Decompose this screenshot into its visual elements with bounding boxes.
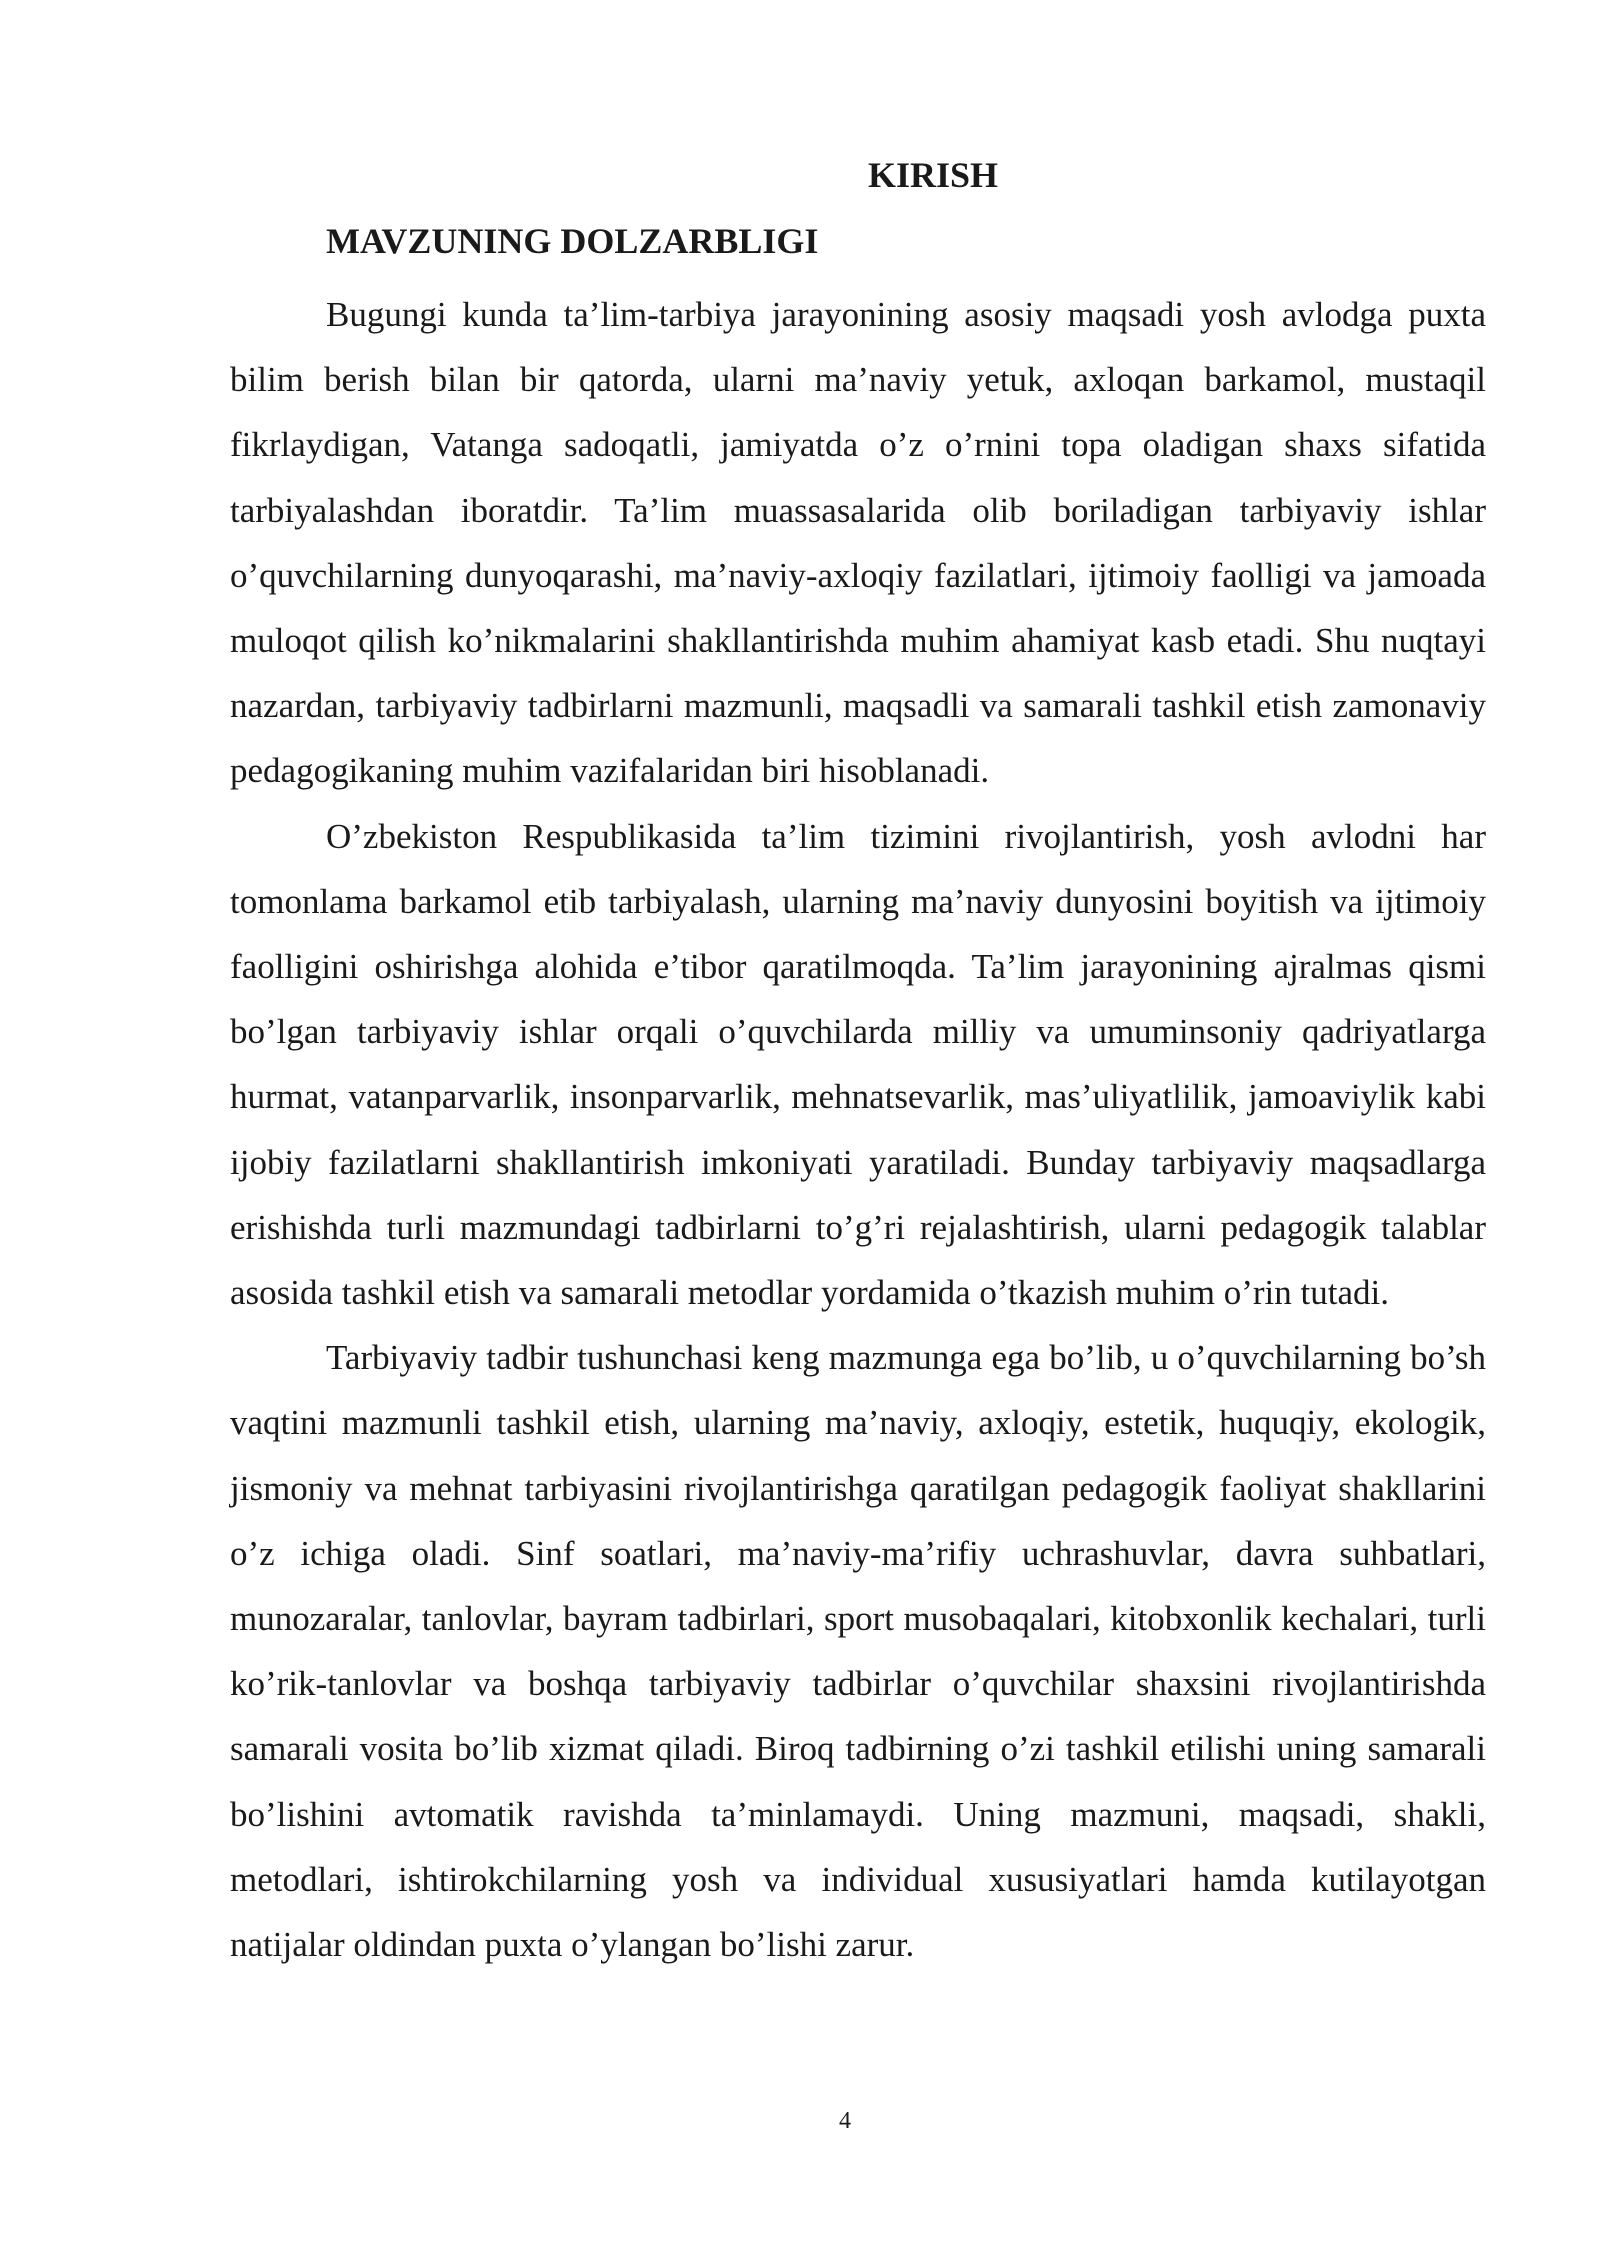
section-subtitle: MAVZUNING DOLZARBLIGI [326,221,819,261]
page-number: 4 [839,2108,851,2134]
body-paragraph-1: Bugungi kunda ta’lim-tarbiya jarayonining asosiy maqsadi yosh avlodga puxta bilim berish bilan bir qatorda, ularni ma’naviy yetuk, axloqan barkamol, mustaqil fikrlaydigan, Vatanga sadoqatli, jamiyatda o’z o’rnini topa oladigan shaxs sifatida tarbiyalashdan iboratdir. Ta’lim muassasalarida olib boriladigan tarbiyaviy ishlar o’quvchilarning dunyoqarashi, ma’naviy-axloqiy fazilatlari, ijtimoiy faolligi va jamoada muloqot qilish ko’nikmalarini shakllantirishda muhim ahamiyat kasb etadi. Shu nuqtayi nazardan, tarbiyaviy tadbirlarni mazmunli, maqsadli va samarali tashkil etish zamonaviy pedagogikaning muhim vazifalaridan biri hisoblanadi. [230,295,1486,791]
document-page [230,150,1486,1977]
section-title: KIRISH [867,155,999,195]
body-paragraph-2: O’zbekiston Respublikasida ta’lim tizimini rivojlantirish, yosh avlodni har tomonlama barkamol etib tarbiyalash, ularning ma’naviy dunyosini boyitish va ijtimoiy faolligini oshirishga alohida e’tibor qaratilmoqda. Ta’lim jarayonining ajralmas qismi bo’lgan tarbiyaviy ishlar orqali o’quvchilarda milliy va umuminsoniy qadriyatlarga hurmat, vatanparvarlik, insonparvarlik, mehnatsevarlik, mas’uliyatlilik, jamoaviylik kabi ijobiy fazilatlarni shakllantirish imkoniyati yaratiladi. Bunday tarbiyaviy maqsadlarga erishishda turli mazmundagi tadbirlarni to’g’ri rejalashtirish, ularni pedagogik talablar asosida tashkil etish va samarali metodlar yordamida o’tkazish muhim o’rin tutadi. [230,816,1486,1313]
body-paragraph-3: Tarbiyaviy tadbir tushunchasi keng mazmunga ega bo’lib, u o’quvchilarning bo’sh vaqtini mazmunli tashkil etish, ularning ma’naviy, axloqiy, estetik, huquqiy, ekologik, jismoniy va mehnat tarbiyasini rivojlantirishga qaratilgan pedagogik faoliyat shakllarini o’z ichiga oladi. Sinf soatlari, ma’naviy-ma’rifiy uchrashuvlar, davra suhbatlari, munozaralar, tanlovlar, bayram tadbirlari, sport musobaqalari, kitobxonlik kechalari, turli ko’rik-tanlovlar va boshqa tarbiyaviy tadbirlar o’quvchilar shaxsini rivojlantirishda samarali vosita bo’lib xizmat qiladi. Biroq tadbirning o’zi tashkil etilishi uning samarali bo’lishini avtomatik ravishda ta’minlamaydi. Uning mazmuni, maqsadi, shakli, metodlari, ishtirokchilarning yosh va individual xususiyatlari hamda kutilayotgan natijalar oldindan puxta o’ylangan bo’lishi zarur. [230,1338,1486,1965]
